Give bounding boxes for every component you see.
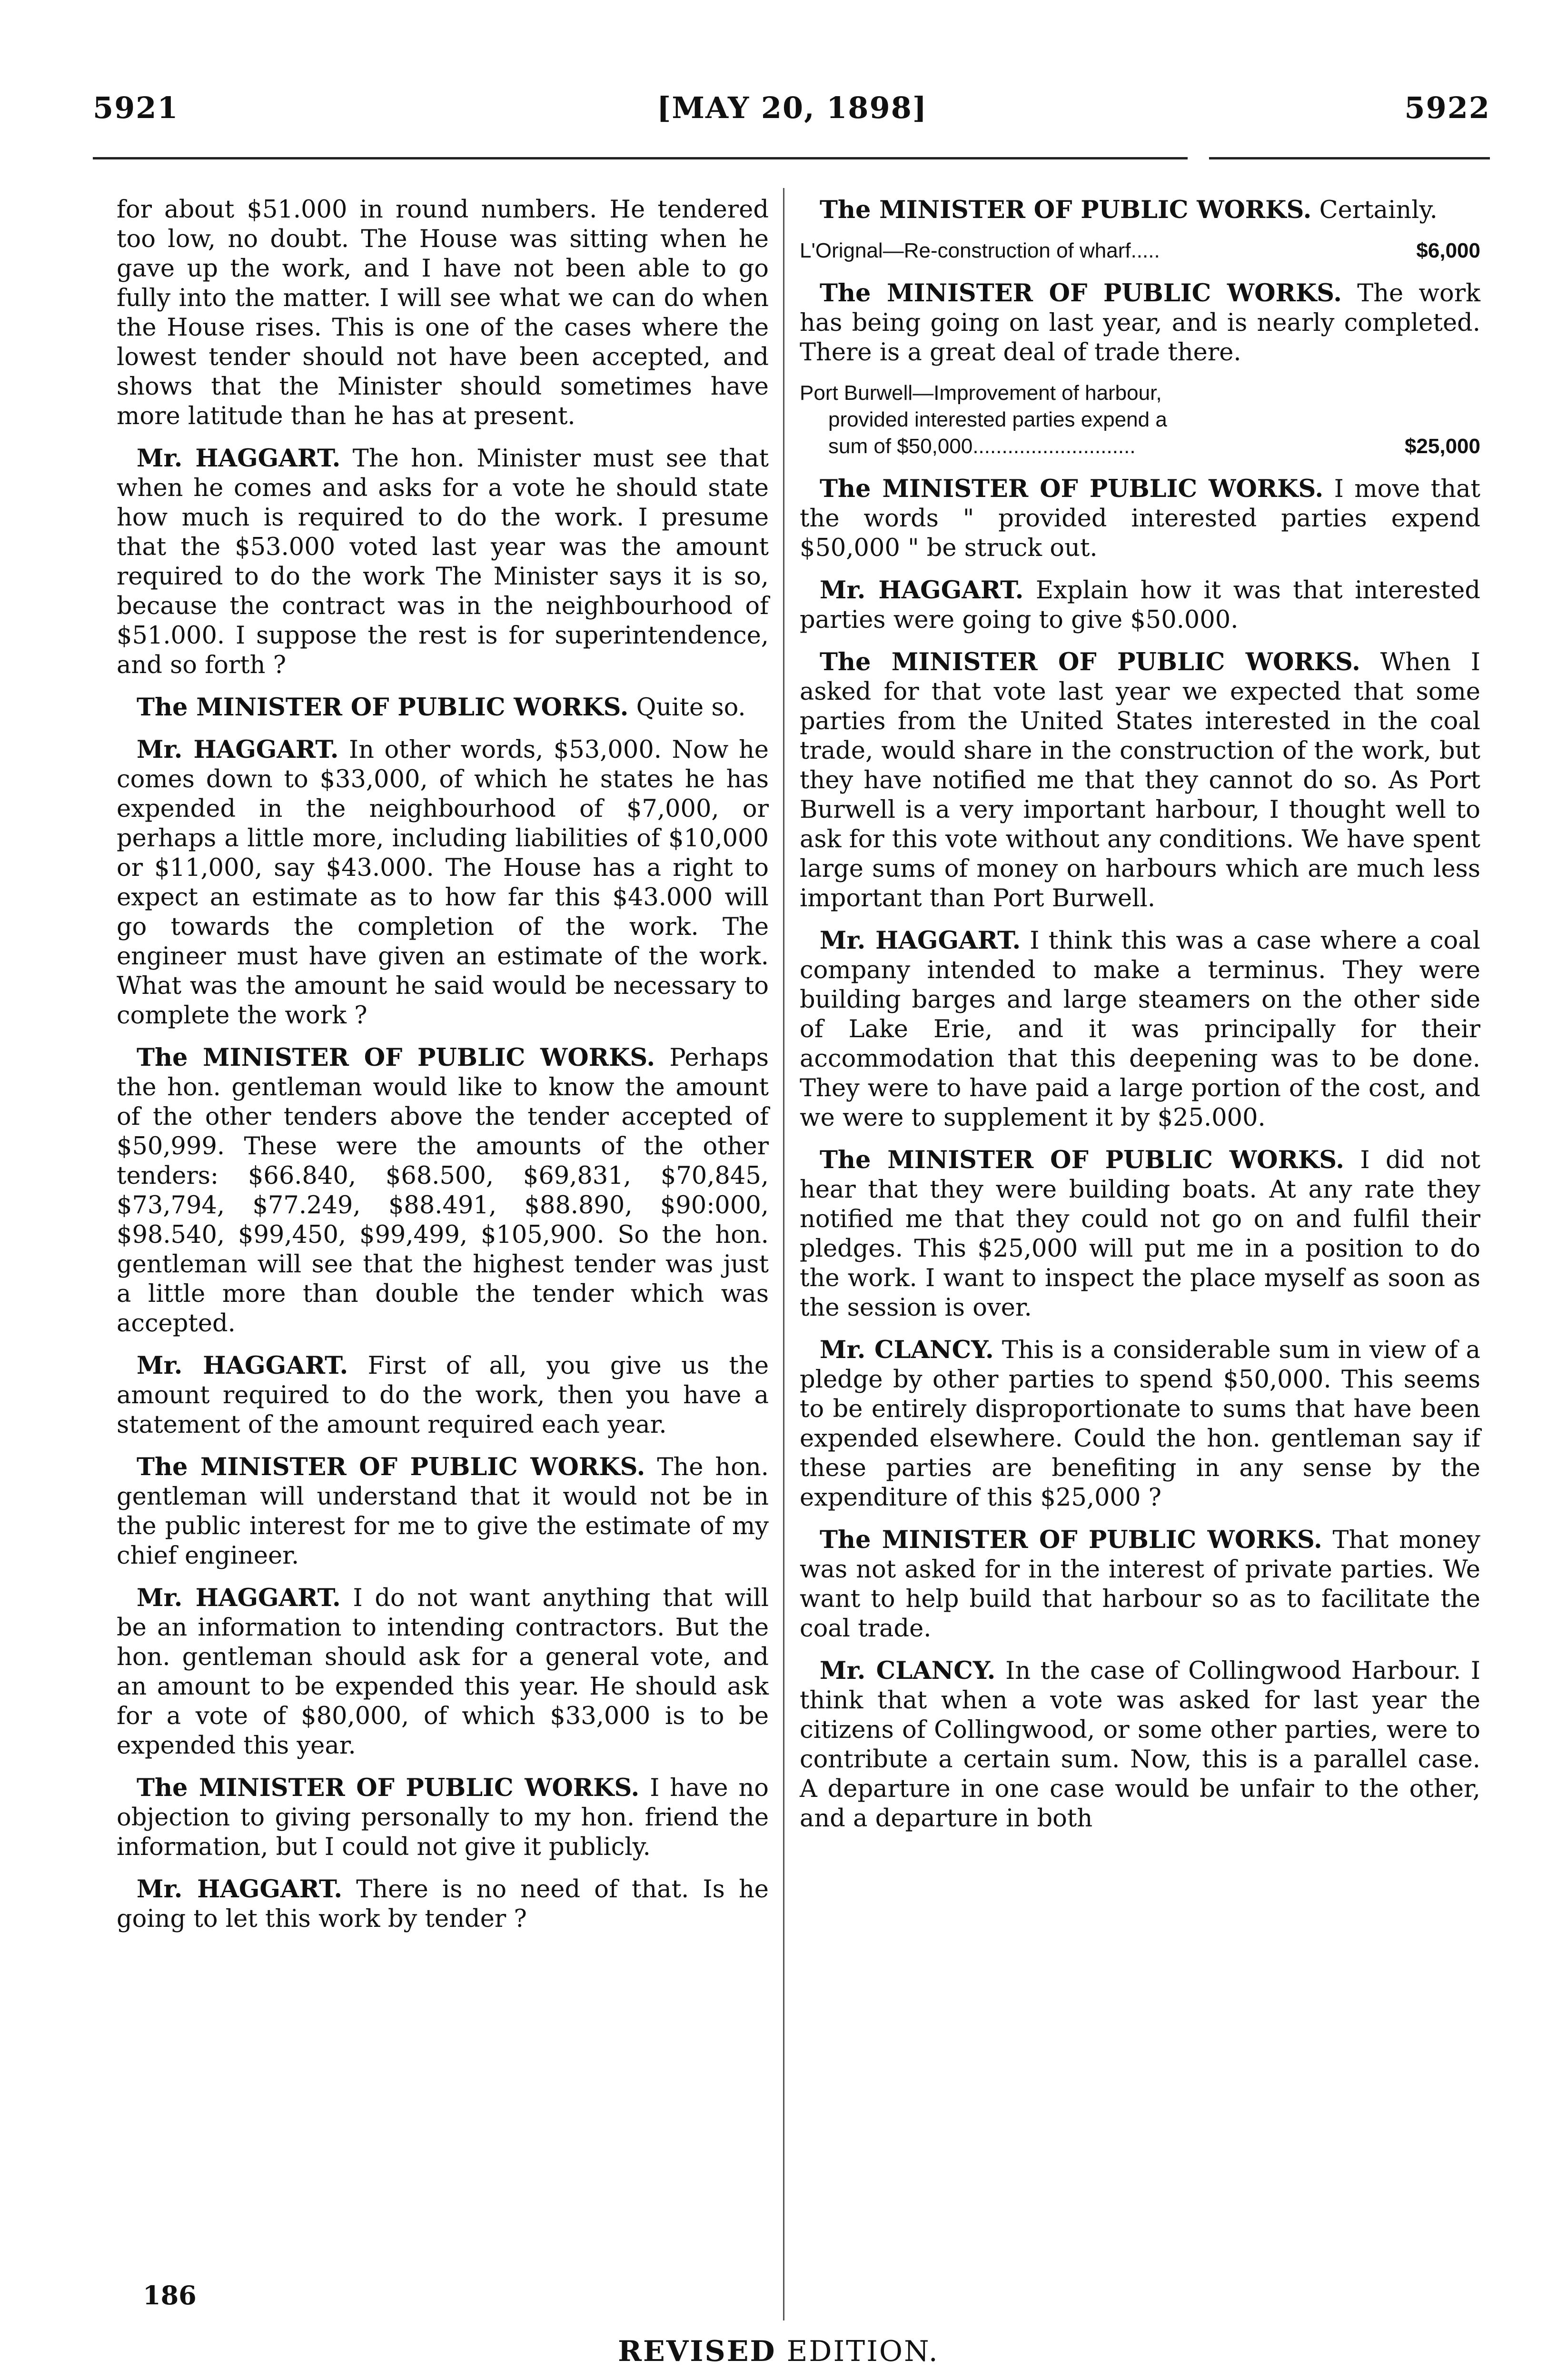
speaker-name: Mr. HAGGART. xyxy=(137,1875,343,1904)
speaker-name: The MINISTER OF PUBLIC WORKS. xyxy=(820,648,1360,676)
paragraph-text: I think this was a case where a coal company intended to make a terminus. They were building barges and large steamers on the other side of Lake Erie, and it was principally for their accommodation that this deepening was to be done. They were to have paid a large portion of the cost, and we were to supplement it by $25.000. xyxy=(800,927,1480,1132)
header-rule-left xyxy=(93,157,1188,159)
column-divider xyxy=(783,188,784,2320)
paragraph-text: I do not want anything that will be an information to intending contractors. But the hon. gentleman should ask for a general vote, and an amount to be expended this year. He should ask for a vote of $80,000, of which $33,000 is to be expended this year. xyxy=(117,1584,769,1760)
paragraph xyxy=(117,195,769,431)
speaker-name: The MINISTER OF PUBLIC WORKS. xyxy=(137,1774,640,1802)
right-page-number: 5922 xyxy=(1404,90,1490,125)
paragraph-text: I move that the words " provided interested parties expend $50,000 " be struck out. xyxy=(800,475,1480,562)
paragraph xyxy=(117,1043,769,1339)
left-page-number: 5921 xyxy=(93,90,179,125)
paragraph-text: Quite so. xyxy=(636,694,746,722)
paragraph-text: In other words, $53,000. Now he comes down to $33,000, of which he states he has expended in the neighbourhood of $7,000, or perhaps a little more, including liabilities of $10,000 or $11,000, say $43.000. The House has a right to expect an estimate as to how far this $43.000 will go towards the completion of the work. The engineer must have given an estimate of the work. What was the amount he said would be necessary to complete the work ? xyxy=(117,736,769,1030)
paragraph-text: I have no objection to giving personally to my hon. friend the information, but I could not give it publicly. xyxy=(117,1774,769,1861)
paragraph-text: for about $51.000 in round numbers. He tendered too low, no doubt. The House was sitting when he gave up the work, and I have not been able to go fully into the matter. I will see what we can do when the House rises. This is one of the cases where the lowest tender should not have been accepted, and shows that the Minister should sometimes have more latitude than he has at present. xyxy=(117,196,769,430)
speaker-name: Mr. CLANCY. xyxy=(820,1336,994,1364)
paragraph-text: The work has being going on last year, and is nearly completed. There is a great deal of trade there. xyxy=(800,279,1481,367)
right-column xyxy=(800,195,1480,1846)
paragraph xyxy=(117,1874,769,1934)
speaker-name: Mr. HAGGART. xyxy=(137,735,339,764)
page-header xyxy=(0,90,1557,143)
estimate-item-line: Port Burwell—Improvement of harbour, xyxy=(800,381,1162,405)
speaker-name: Mr. CLANCY. xyxy=(820,1656,996,1685)
paragraph-text: The hon. Minister must see that when he comes and asks for a vote he should state how much is required to do the work. I presume that the $53.000 voted last year was the amount required to do the work The Minister says it is so, because the contract was in the neighbourhood of $51.000. I suppose the rest is for superintendence, and so forth ? xyxy=(117,445,769,679)
left-column xyxy=(117,195,769,1946)
paragraph xyxy=(117,1583,769,1761)
paragraph xyxy=(800,474,1480,563)
paragraph-text: The hon. gentleman will understand that it would not be in the public interest for me to give the estimate of my chief engineer. xyxy=(117,1453,769,1570)
paragraph xyxy=(800,575,1480,635)
paragraph-text: That money was not asked for in the interest of private parties. We want to help build that harbour so as to facilitate the coal trade. xyxy=(800,1526,1480,1643)
estimate-item-line: sum of $50,000............................ xyxy=(828,435,1136,458)
speaker-name: The MINISTER OF PUBLIC WORKS. xyxy=(820,196,1312,224)
paragraph xyxy=(117,735,769,1031)
header-rule-right xyxy=(1209,157,1490,159)
edition-label-bold: REVISED xyxy=(618,2335,776,2368)
paragraph xyxy=(800,195,1480,225)
speaker-name: The MINISTER OF PUBLIC WORKS. xyxy=(820,1526,1322,1554)
paragraph xyxy=(800,1656,1480,1834)
paragraph xyxy=(117,1773,769,1862)
paragraph-text: Certainly. xyxy=(1319,196,1438,224)
speaker-name: The MINISTER OF PUBLIC WORKS. xyxy=(820,1146,1345,1174)
paragraph-text: First of all, you give us the amount required to do the work, then you have a statement of the amount required each year. xyxy=(117,1352,769,1439)
speaker-name: Mr. HAGGART. xyxy=(820,576,1024,605)
estimate-item-name: L'Orignal—Re-construction of wharf..... xyxy=(800,239,1160,262)
paragraph-text: Explain how it was that interested parties were going to give $50.000. xyxy=(800,576,1480,634)
paragraph xyxy=(800,647,1480,913)
paragraph xyxy=(800,1525,1480,1644)
speaker-name: Mr. HAGGART. xyxy=(820,926,1021,955)
estimate-item-amount: $25,000 xyxy=(1404,435,1480,458)
speaker-name: The MINISTER OF PUBLIC WORKS. xyxy=(820,279,1342,307)
page-footer-number: 186 xyxy=(143,2280,197,2311)
speaker-name: Mr. HAGGART. xyxy=(137,1584,341,1612)
paragraph xyxy=(800,278,1480,367)
paragraph xyxy=(800,926,1480,1133)
speaker-name: Mr. HAGGART. xyxy=(137,444,341,473)
paragraph-text: Perhaps the hon. gentleman would like to know the amount of the other tenders above the tender accepted of $50,999. These were the amounts of the other tenders: $66.840, $68.500, $69,831, $70,845, $73,794, $77.249, $88.491, $88.890, $90:000, $98.540, $99,450, $99,499, $105,900. So the hon. gentleman will see that the highest tender was just a little more than double the tender which was accepted. xyxy=(117,1044,769,1338)
paragraph-text: When I asked for that vote last year we expected that some parties from the United States interested in the coal trade, would share in the construction of the work, but they have notified me that they cannot do so. As Port Burwell is a very important harbour, I thought well to ask for this vote without any conditions. We have spent large sums of money on harbours which are much less important than Port Burwell. xyxy=(800,648,1480,912)
header-date: [MAY 20, 1898] xyxy=(657,90,928,125)
edition-label: EDITION. xyxy=(786,2335,939,2368)
speaker-name: The MINISTER OF PUBLIC WORKS. xyxy=(137,1453,645,1481)
estimate-item xyxy=(800,380,1480,460)
paragraph-text: In the case of Collingwood Harbour. I think that when a vote was asked for last year the citizens of Collingwood, or some other parties, were to contribute a certain sum. Now, this is a parallel case. A departure in one case would be unfair to the other, and a departure in both xyxy=(800,1657,1480,1833)
paragraph-text: There is no need of that. Is he going to let this work by tender ? xyxy=(117,1875,769,1933)
speaker-name: The MINISTER OF PUBLIC WORKS. xyxy=(137,1043,655,1072)
paragraph xyxy=(800,1145,1480,1323)
paragraph-text: This is a considerable sum in view of a pledge by other parties to spend $50,000. This seems to be entirely disproportionate to sums that have been expended elsewhere. Could the hon. gentleman say if these parties are benefiting in any sense by the expenditure of this $25,000 ? xyxy=(800,1336,1481,1512)
paragraph xyxy=(117,693,769,723)
estimate-item-amount: $6,000 xyxy=(1416,239,1480,262)
speaker-name: Mr. HAGGART. xyxy=(137,1351,348,1380)
estimate-item xyxy=(800,238,1480,264)
speaker-name: The MINISTER OF PUBLIC WORKS. xyxy=(137,693,629,722)
speaker-name: The MINISTER OF PUBLIC WORKS. xyxy=(820,475,1324,503)
paragraph xyxy=(800,1335,1480,1513)
paragraph xyxy=(117,444,769,680)
edition-footer xyxy=(0,2335,1557,2368)
paragraph xyxy=(117,1351,769,1440)
paragraph xyxy=(117,1452,769,1571)
paragraph-text: I did not hear that they were building boats. At any rate they notified me that they could not go on and fulfil their pledges. This $25,000 will put me in a position to do the work. I want to inspect the place myself as soon as the session is over. xyxy=(800,1146,1480,1322)
estimate-item-line: provided interested parties expend a xyxy=(828,408,1167,431)
